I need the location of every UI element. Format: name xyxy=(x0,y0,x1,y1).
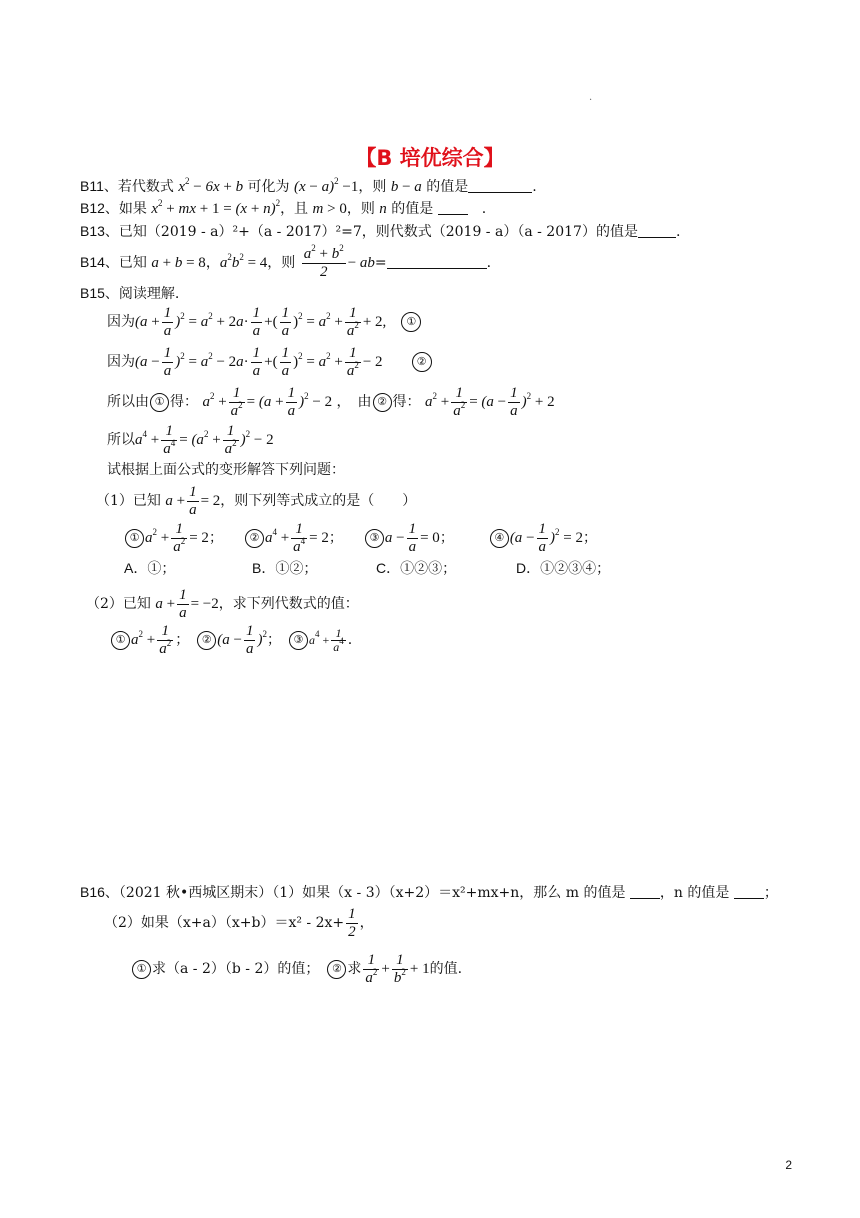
instruction-text: 试根据上面公式的变形解答下列问题： xyxy=(107,462,345,478)
problem-b13: B13、已知（2019 - a）²+（a - 2017）²=7，则代数式（2019 - a）（a - 2017）的值是 . xyxy=(80,223,681,240)
formula-1: 因为(a + $\frac{1}{a}$ )$^2 = a^2 + 2a\cdot$ $\frac{1}{a}$ +( $\frac{1}{a}$ )$^2 = a^2$ + $\frac{1}{a^2}$ + 2, ① xyxy=(107,304,422,340)
circled-1: ① xyxy=(125,529,144,548)
answer-blank-n[interactable] xyxy=(734,884,764,899)
question-1: （1）已知 a + $\frac{1}{a}$ = 2，则下列等式成立的是（ ） xyxy=(96,483,417,518)
circled-1: ① xyxy=(132,960,151,979)
option-b[interactable]: B．①②； xyxy=(252,560,318,576)
circled-3: ③ xyxy=(365,529,384,548)
question-2: （2）已知 a + $\frac{1}{a}$ = −2，求下列代数式的值： xyxy=(86,586,359,621)
circled-2: ② xyxy=(245,529,264,548)
question-2-items: ① $a^2$ + $\frac{1}{a^2}$ ； ② (a − $\frac{1}{a}$ )$^2$； ③ $a^4$ + $\frac{1}{a^4}$ . xyxy=(110,622,352,658)
equation-marker-1: ① xyxy=(401,312,421,332)
option-a[interactable]: A．①； xyxy=(124,560,176,576)
circled-3: ③ xyxy=(289,631,308,650)
circled-2: ② xyxy=(373,393,392,412)
circled-4: ④ xyxy=(490,529,509,548)
circled-1: ① xyxy=(111,631,130,650)
problem-b16-line3: ① 求（a - 2）（b - 2）的值； ② 求 $\frac{1}{a^2}$ + $\frac{1}{b^2}$ + 1的值. xyxy=(131,949,462,989)
answer-options xyxy=(124,558,610,578)
equation-marker-2: ② xyxy=(412,352,432,372)
option-c[interactable]: C．①②③； xyxy=(376,560,457,576)
problem-b11: B11、若代数式 $x^2 - 6x + b$ 可化为 $(x - a)^2 -1$，则 b − a 的值是 . xyxy=(80,176,537,195)
problem-b15-intro: B15、阅读理解. xyxy=(80,285,180,302)
problem-b16-line1: B16、（2021 秋•西城区期末）（1）如果（x - 3）（x+2）＝x²+mx+n，那么 m 的值是 ，n 的值是 ； xyxy=(80,884,778,901)
circled-1: ① xyxy=(150,393,169,412)
circled-2: ② xyxy=(327,960,346,979)
answer-blank[interactable] xyxy=(468,178,532,193)
answer-blank[interactable] xyxy=(638,223,676,238)
circled-2: ② xyxy=(197,631,216,650)
page-number: 2 xyxy=(785,1158,792,1172)
answer-blank[interactable] xyxy=(438,200,468,215)
question-1-statements: ① $a^2$ + $\frac{1}{a^2}$ = 2； ② $a^4$ + $\frac{1}{a^4}$ = 2； ③ a − $\frac{1}{a}$ = 0； ④ (a − $\frac{1}{a}$ )$^2$ = 2； xyxy=(124,520,597,556)
formula-4: 所以$a^4$ + $\frac{1}{a^4}$ = ($a^2$ + $\frac{1}{a^2}$ )$^2$ − 2 xyxy=(107,422,274,457)
option-d[interactable]: D．①②③④； xyxy=(516,560,611,576)
section-title: 【B 培优综合】 xyxy=(355,146,505,170)
formula-3: 所以由 ① 得： $a^2$ + $\frac{1}{a^2}$ = (a + $\frac{1}{a}$ )$^2$ − 2 ， 由 ② 得： $a^2$ + $\frac{1}{a^2}$ = (a − $\frac{1}{a}$ )$^2$ + 2 xyxy=(107,384,555,419)
problem-b12: B12、如果 $x^2$ + mx + $1 = (x + n)^2$，且 m > 0，则 n 的值是 . xyxy=(80,198,487,217)
answer-blank-m[interactable] xyxy=(630,884,660,899)
answer-blank[interactable] xyxy=(387,254,487,269)
formula-2: 因为(a − $\frac{1}{a}$ )$^2 = a^2 - 2a\cdot$ $\frac{1}{a}$ +( $\frac{1}{a}$ )$^2 = a^2$ + $\frac{1}{a^2}$ − 2 ② xyxy=(107,344,433,380)
problem-b16-line2: （2）如果（x+a）（x+b）＝x² - 2x+ $\frac{1}{2}$ ， xyxy=(104,905,374,940)
problem-b14: B14、已知 a + b = 8，$a^2b^2 = 4$，则 $\frac{a^2 + b^2}{2}$ − ab= . xyxy=(80,242,492,280)
header-dot: . xyxy=(589,92,593,103)
